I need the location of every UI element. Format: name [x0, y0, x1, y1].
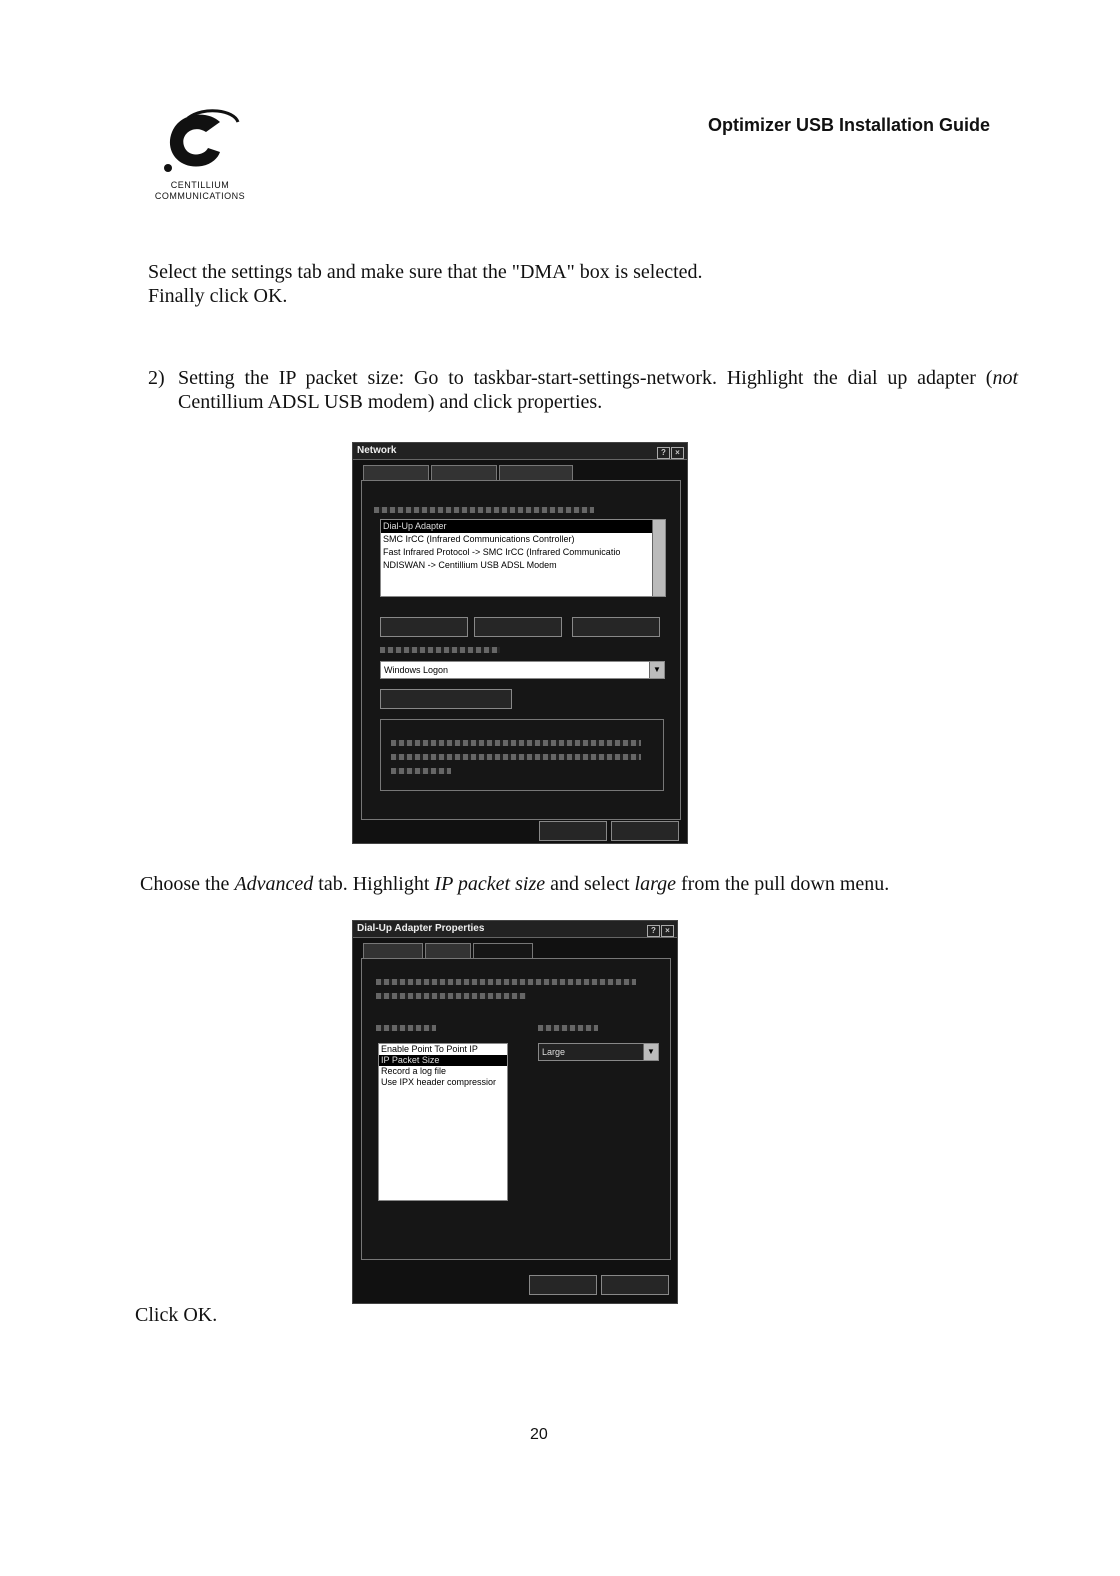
list-item[interactable]: SMC IrCC (Infrared Communications Controller)	[383, 534, 575, 544]
dialup-dialog-title: Dial-Up Adapter Properties	[357, 923, 485, 934]
chevron-down-icon[interactable]: ▼	[649, 662, 664, 678]
ok-button[interactable]	[539, 821, 607, 841]
page-number: 20	[530, 1426, 548, 1443]
value-selected: Large	[542, 1047, 566, 1057]
tab-driver-type[interactable]	[363, 943, 423, 958]
advanced-panel	[361, 958, 671, 1260]
dialup-dialog-titlebar	[353, 921, 677, 938]
value-select[interactable]	[538, 1043, 659, 1061]
list-item[interactable]: Dial-Up Adapter	[381, 520, 665, 533]
chevron-down-icon[interactable]: ▼	[643, 1044, 658, 1060]
dma-instruction: Select the settings tab and make sure that the "DMA" box is selected.	[148, 261, 703, 283]
list-item[interactable]: NDISWAN -> Centillium USB ADSL Modem	[383, 560, 557, 570]
step-number: 2)	[148, 367, 165, 389]
step-2	[148, 366, 1018, 414]
network-dialog-title: Network	[357, 445, 397, 456]
company-name-line1: CENTILLIUM	[170, 180, 230, 190]
centillium-logo-icon	[158, 108, 242, 178]
list-scrollbar[interactable]	[652, 520, 665, 596]
description-groupbox	[380, 719, 664, 791]
network-dialog-titlebar	[353, 443, 687, 460]
help-icon[interactable]: ?	[647, 925, 660, 937]
dialup-properties-screenshot	[352, 920, 678, 1304]
list-item[interactable]: IP Packet Size	[379, 1055, 507, 1066]
list-item[interactable]: Enable Point To Point IP	[381, 1044, 478, 1054]
network-panel	[361, 480, 681, 820]
help-icon[interactable]: ?	[657, 447, 670, 459]
file-sharing-button[interactable]	[380, 689, 512, 709]
click-ok-text: Click OK.	[135, 1304, 218, 1326]
step-2-text: Setting the IP packet size: Go to taskbar-start-settings-network. Highlight the dial up adapter (not Centillium ADSL USB modem) and click properties.	[178, 367, 1018, 413]
tab-bindings[interactable]	[425, 943, 471, 958]
tab-configuration[interactable]	[363, 465, 429, 480]
company-logo	[140, 108, 260, 202]
network-components-list[interactable]	[380, 519, 666, 597]
finally-click-ok: Finally click OK.	[148, 285, 288, 307]
list-item[interactable]: Use IPX header compressior	[381, 1077, 497, 1087]
remove-button[interactable]	[474, 617, 562, 637]
primary-logon-value: Windows Logon	[384, 665, 449, 675]
company-name-line2: COMMUNICATIONS	[154, 191, 246, 201]
cancel-button[interactable]	[601, 1275, 669, 1295]
property-list[interactable]	[378, 1043, 508, 1201]
list-item[interactable]: Fast Infrared Protocol -> SMC IrCC (Infrared Communicatio	[383, 547, 621, 557]
intro-paragraph	[148, 260, 703, 308]
list-item[interactable]: Record a log file	[381, 1066, 447, 1076]
advanced-instruction: Choose the Advanced tab. Highlight IP packet size and select large from the pull down menu.	[140, 873, 890, 895]
close-icon[interactable]: ×	[671, 447, 684, 459]
network-dialog-screenshot	[352, 442, 688, 844]
ok-button[interactable]	[529, 1275, 597, 1295]
close-icon[interactable]: ×	[661, 925, 674, 937]
tab-identification[interactable]	[431, 465, 497, 480]
cancel-button[interactable]	[611, 821, 679, 841]
add-button[interactable]	[380, 617, 468, 637]
document-title: Optimizer USB Installation Guide	[707, 115, 990, 135]
primary-logon-select[interactable]	[380, 661, 665, 679]
tab-access-control[interactable]	[499, 465, 573, 480]
tab-advanced[interactable]	[473, 943, 533, 958]
properties-button[interactable]	[572, 617, 660, 637]
